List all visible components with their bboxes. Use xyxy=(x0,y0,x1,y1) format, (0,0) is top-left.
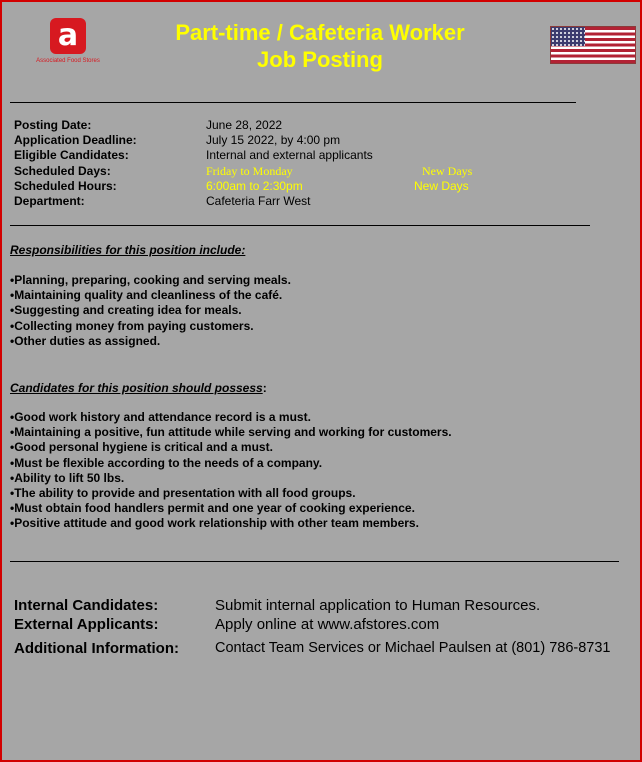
list-item: •Must obtain food handlers permit and one year of cooking experience. xyxy=(10,501,415,516)
detail-value: Friday to Monday xyxy=(206,163,293,178)
list-item: •Suggesting and creating idea for meals. xyxy=(10,303,242,318)
list-item: •The ability to provide and presentation with all food groups. xyxy=(10,485,356,500)
divider-mid xyxy=(10,225,590,226)
list-item: •Maintaining quality and cleanliness of the café. xyxy=(10,288,283,303)
company-logo xyxy=(34,18,102,70)
responsibilities-list xyxy=(10,273,291,349)
new-days-note: New Days xyxy=(414,178,469,193)
list-item: •Planning, preparing, cooking and serving meals. xyxy=(10,273,291,287)
page-title xyxy=(120,19,520,73)
list-item: •Maintaining a positive, fun attitude while serving and working for customers. xyxy=(10,425,452,440)
apply-label: Additional Information: xyxy=(14,640,179,657)
list-item: •Good work history and attendance record is a must. xyxy=(10,410,311,424)
detail-value: 6:00am to 2:30pm xyxy=(206,178,303,193)
list-item: •Must be flexible according to the needs of a company. xyxy=(10,455,323,470)
apply-value: Submit internal application to Human Resources. xyxy=(215,597,541,614)
qualifications-heading-text: Candidates for this position should possess xyxy=(10,381,263,395)
logo-mark: a xyxy=(50,18,86,54)
us-flag-icon xyxy=(550,26,636,64)
title-line-2: Job Posting xyxy=(257,47,383,72)
detail-value: June 28, 2022 xyxy=(206,118,283,132)
apply-label: Internal Candidates: xyxy=(14,597,159,614)
detail-label: Scheduled Hours: xyxy=(14,178,117,193)
detail-value: Cafeteria Farr West xyxy=(206,193,311,208)
responsibilities-heading: Responsibilities for this position include: xyxy=(10,243,246,257)
detail-label: Posting Date: xyxy=(14,118,92,132)
title-line-1: Part-time / Cafeteria Worker xyxy=(175,20,465,45)
detail-label: Scheduled Days: xyxy=(14,163,111,178)
logo-text: Associated Food Stores xyxy=(36,58,100,64)
detail-label: Department: xyxy=(14,193,85,208)
list-item: •Other duties as assigned. xyxy=(10,333,161,348)
list-item: •Collecting money from paying customers. xyxy=(10,318,254,333)
flag-canton xyxy=(551,27,585,46)
divider-top xyxy=(10,102,576,103)
qualifications-heading xyxy=(10,381,267,395)
list-item: •Ability to lift 50 lbs. xyxy=(10,470,125,485)
list-item: •Good personal hygiene is critical and a must. xyxy=(10,440,273,455)
heading-colon: : xyxy=(262,381,267,395)
divider-bottom xyxy=(10,561,619,562)
detail-label: Eligible Candidates: xyxy=(14,148,129,163)
apply-label: External Applicants: xyxy=(14,616,159,633)
detail-value: Internal and external applicants xyxy=(206,148,373,163)
list-item: •Positive attitude and good work relationship with other team members. xyxy=(10,516,419,531)
apply-value: Contact Team Services or Michael Paulsen at (801) 786-8731 xyxy=(215,640,611,656)
detail-label: Application Deadline: xyxy=(14,133,137,148)
new-days-note: New Days xyxy=(422,163,473,178)
apply-value: Apply online at www.afstores.com xyxy=(215,616,440,633)
detail-value: July 15 2022, by 4:00 pm xyxy=(206,133,341,148)
qualifications-list xyxy=(10,410,452,532)
